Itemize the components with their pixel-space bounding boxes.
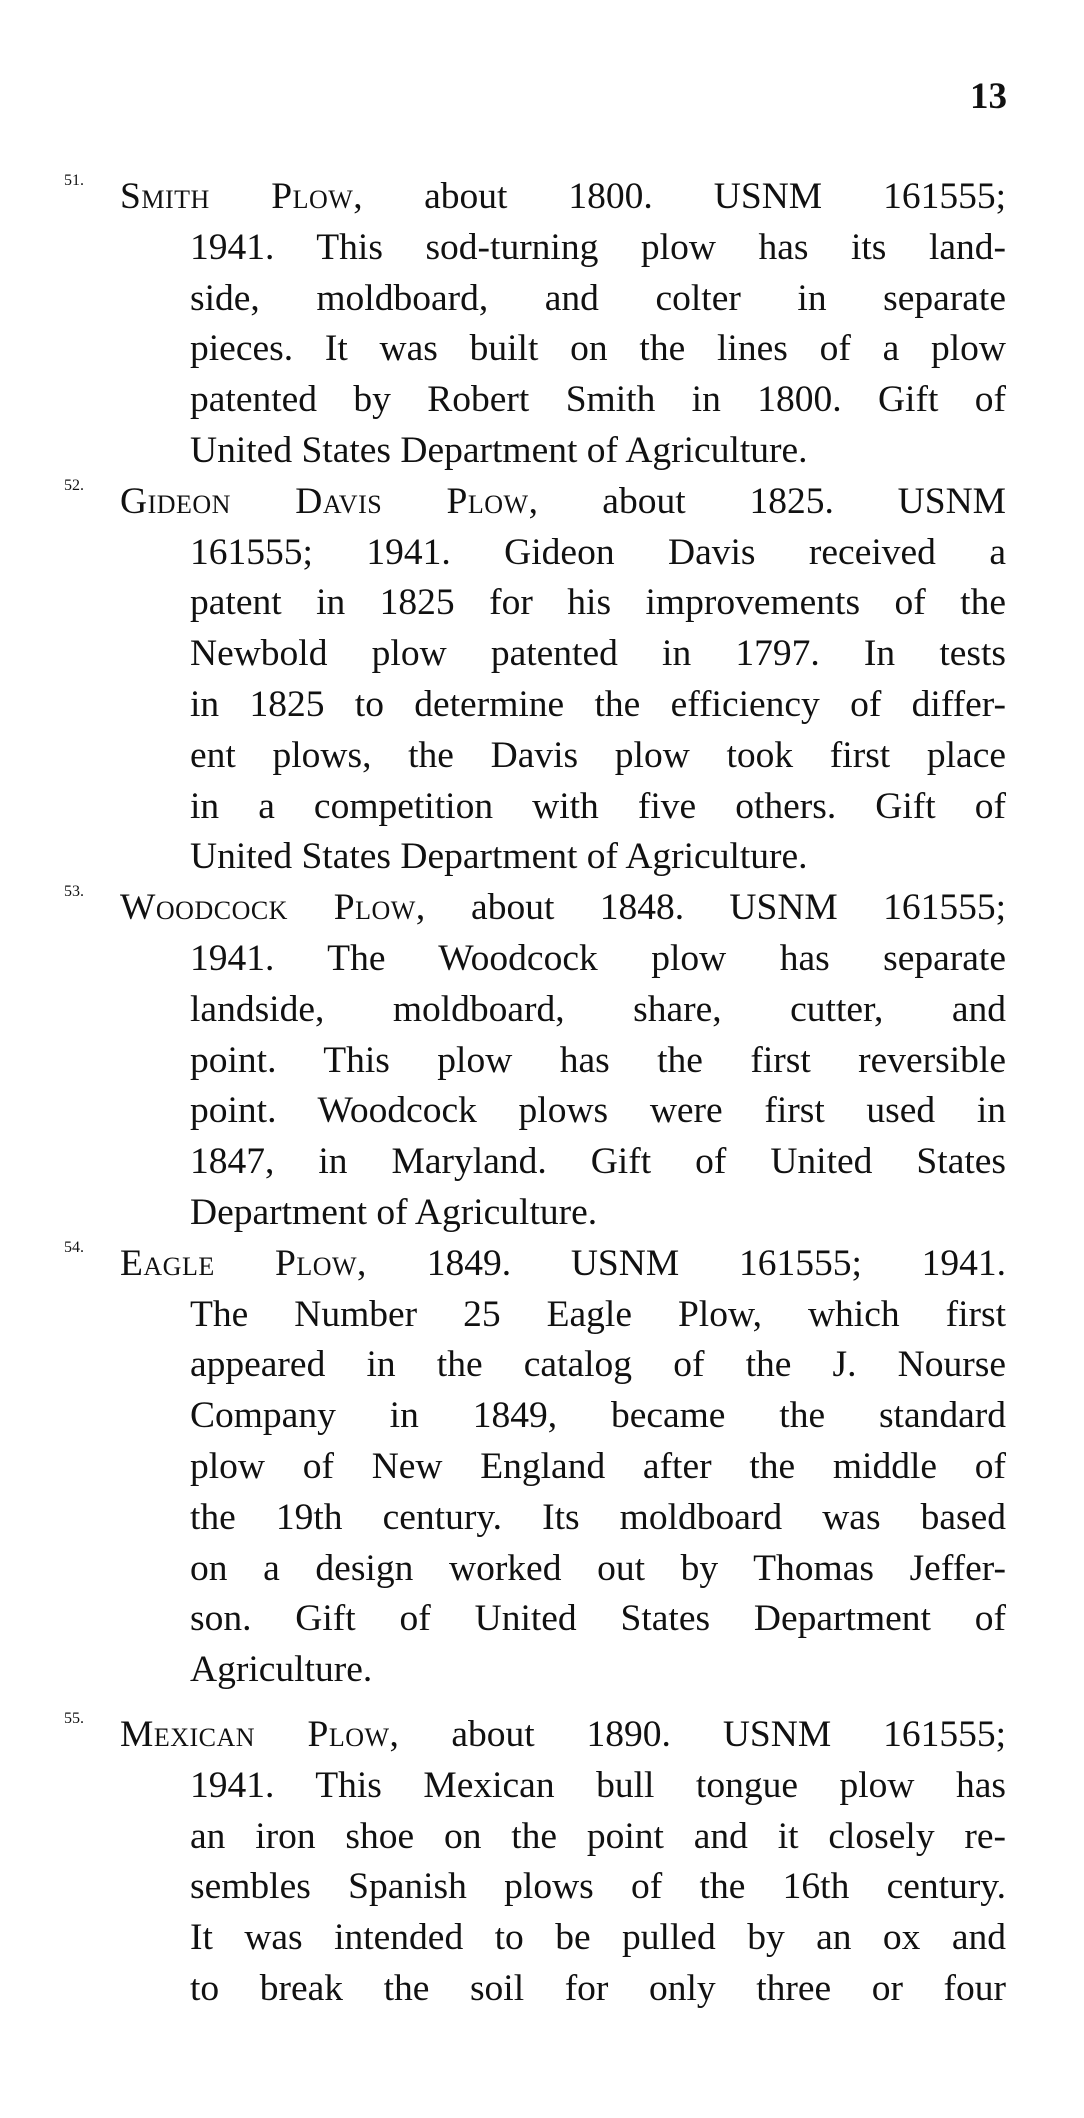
entry-line: point. Woodcock plows were first used in [190, 1090, 1006, 1132]
entry-heading-rest: about 1890. USNM 161555; [451, 1713, 1007, 1755]
entry-line: United States Department of Agriculture. [190, 429, 808, 471]
entry-line: The Number 25 Eagle Plow, which first [190, 1293, 1006, 1335]
entry-line: 161555; 1941. Gideon Davis received a [190, 531, 1006, 573]
entry-line: United States Department of Agriculture. [190, 836, 808, 878]
entry-number: 55. [64, 1709, 84, 1727]
entry-name: Gideon Davis Plow, [120, 480, 539, 522]
entry-line: an iron shoe on the point and it closely re- [190, 1815, 1006, 1857]
entry-line: landside, moldboard, share, cutter, and [190, 988, 1006, 1030]
entry-line: son. Gift of United States Department of [190, 1598, 1006, 1640]
catalog-entry-list [64, 172, 1006, 2015]
entry-heading-rest: about 1800. USNM 161555; [424, 176, 1007, 217]
entry-line: It was intended to be pulled by an ox and [190, 1917, 1006, 1959]
entry-line: patented by Robert Smith in 1800. Gift of [190, 379, 1006, 421]
entry-line: ent plows, the Davis plow took first place [190, 734, 1006, 776]
entry-heading-line [120, 1710, 1006, 1761]
entry-line: Company in 1849, became the standard [190, 1395, 1006, 1437]
entry-line: point. This plow has the first reversible [190, 1039, 1006, 1081]
entry-name: Smith Plow, [120, 176, 364, 217]
entry-name: Woodcock Plow, [120, 887, 426, 929]
entry-line: 1941. The Woodcock plow has separate [190, 937, 1006, 979]
entry-heading-line [120, 883, 1006, 934]
entry-heading-rest: about 1825. USNM [602, 480, 1007, 522]
entry-line: sembles Spanish plows of the 16th century. [190, 1866, 1006, 1908]
catalog-entry [64, 883, 1006, 1239]
entry-heading-rest: 1849. USNM 161555; 1941. [426, 1242, 1007, 1284]
entry-number: 51. [64, 172, 84, 189]
entry-line: patent in 1825 for his improvements of the [190, 582, 1006, 624]
entry-heading-line [120, 1239, 1006, 1290]
entry-line: appeared in the catalog of the J. Nourse [190, 1344, 1006, 1386]
entry-line: on a design worked out by Thomas Jeffer- [190, 1547, 1006, 1589]
entry-number: 52. [64, 476, 84, 494]
entry-number: 54. [64, 1238, 84, 1256]
entry-heading-line [120, 477, 1006, 528]
entry-line: side, moldboard, and colter in separate [190, 277, 1006, 319]
entry-line: 1847, in Maryland. Gift of United States [190, 1141, 1006, 1183]
catalog-entry [64, 172, 1006, 477]
entry-line: Agriculture. [190, 1649, 373, 1691]
entry-heading-line [120, 172, 1006, 223]
entry-line: plow of New England after the middle of [190, 1445, 1006, 1487]
catalog-entry [64, 477, 1006, 883]
entry-line: Newbold plow patented in 1797. In tests [190, 633, 1006, 675]
catalog-entry [64, 1239, 1006, 1696]
entry-line: 1941. This sod-turning plow has its land- [190, 226, 1006, 268]
catalog-entry [64, 1710, 1006, 2015]
entry-heading-rest: about 1848. USNM 161555; [471, 887, 1006, 929]
entry-line: to break the soil for only three or four [190, 1967, 1006, 2009]
entry-number: 53. [64, 883, 84, 901]
entry-line: Department of Agriculture. [190, 1191, 598, 1233]
entry-line: 1941. This Mexican bull tongue plow has [190, 1764, 1006, 1806]
entry-line: in a competition with five others. Gift of [190, 785, 1006, 827]
entry-line: in 1825 to determine the efficiency of differ- [190, 683, 1006, 725]
entry-name: Eagle Plow, [120, 1242, 367, 1284]
entry-line: pieces. It was built on the lines of a plow [190, 328, 1006, 370]
entry-name: Mexican Plow, [120, 1713, 400, 1755]
entry-line: the 19th century. Its moldboard was based [190, 1496, 1006, 1538]
page-number: 13 [970, 76, 1007, 117]
